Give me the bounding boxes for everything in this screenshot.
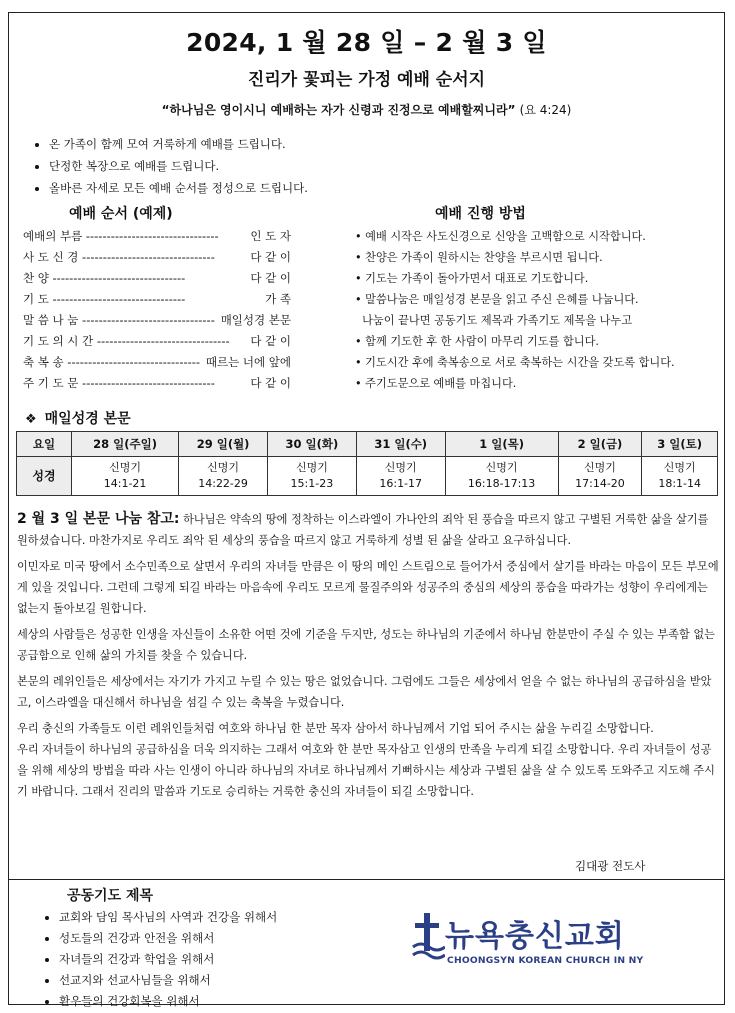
method-line: • 주기도문으로 예배를 마칩니다. [355,377,517,390]
worship-order-heading: 예배 순서 (예제) [69,206,173,222]
order-item-leader: 매일성경 본문 [220,313,291,327]
order-row [23,268,291,289]
reading-cell: 신명기 15:1-23 [267,457,356,496]
guideline-list [31,133,308,199]
order-row [23,247,291,268]
order-item-name: 예배의 부름 -------------------------------- [23,229,219,243]
order-item-leader: 다 같 이 [250,250,291,264]
prayer-item: • 성도들의 건강과 안전을 위해서 [59,928,277,949]
essay-paragraph: 2 월 3 일 본문 나눔 참고: 하나님은 약속의 땅에 정착하는 이스라엘이 가나안의 죄악 된 풍습을 따르지 않고 구별된 거룩한 삶을 살기를 원하셨습니다. 마찬가지로 우리도 죄악 된 세상의 풍습을 따르지 않고 거룩하게 성별 된 삶을 살라고 요구하십니다. [17,511,709,547]
prayer-heading: 공동기도 제목 [67,888,154,904]
order-item-leader: 가 족 [265,292,291,306]
order-item-name: 주 기 도 문 -------------------------------- [23,376,215,390]
day-header: 30 일(화) [267,432,356,457]
prayer-list [43,907,277,1012]
essay-lead: 2 월 3 일 본문 나눔 참고: [17,511,180,527]
order-item-name: 찬 양 -------------------------------- [23,271,186,285]
order-item-leader: 다 같 이 [250,271,291,285]
reading-cell: 신명기 14:1-21 [72,457,179,496]
page-title: 2024, 1 월 28 일 – 2 월 3 일 [186,28,547,57]
church-name-english: CHOONGSYN KOREAN CHURCH IN NY [447,955,644,966]
order-item-name: 기 도 의 시 간 -------------------------------- [23,334,230,348]
table-header-row [17,432,718,457]
reading-cell: 신명기 18:1-14 [642,457,718,496]
author-signature: 김대광 전도사 [575,859,646,873]
essay-paragraph: 우리 자녀들이 하나님의 공급하심을 더욱 의지하는 그래서 여호와 한 분만 목자삼고 인생의 만족을 누리게 되길 소망합니다. 우리 자녀들이 성공을 위해 세상의 방법을 따라 사는 인생이 아니라 하나님의 자녀로 하나님께서 기뻐하시는 세상과 구별된 삶을 살 수 있도록 도와주고 지도해 주시기 바랍니다. 그래서 진리의 말씀과 기도로 승리하는 거룩한 충신의 자녀들이 되길 소망합니다. [17,743,715,798]
order-row [23,226,291,247]
order-row [23,310,291,331]
order-item-leader: 다 같 이 [250,376,291,390]
order-item-name: 축 복 송 -------------------------------- [23,355,201,369]
cross-wave-icon [411,911,445,971]
sermon-note [17,509,721,807]
reading-cell: 신명기 17:14-20 [558,457,642,496]
prayer-item: • 자녀들의 건강과 학업을 위해서 [59,949,277,970]
row-label-day: 요일 [17,432,72,457]
church-name: 뉴욕충신교회 [445,919,625,954]
guideline-item: • 온 가족이 함께 모여 거룩하게 예배를 드립니다. [49,133,308,155]
bulletin-frame [8,12,725,1008]
order-item-leader: 다 같 이 [250,334,291,348]
order-row [23,331,291,352]
daily-bible-table [16,431,718,496]
method-line: • 기도시간 후에 축복송으로 서로 축복하는 시간을 갖도록 합니다. [355,356,675,369]
prayer-item: • 교회와 담임 목사님의 사역과 건강을 위해서 [59,907,277,928]
church-logo [411,911,651,981]
verse-reference: (요 4:24) [519,103,572,117]
worship-order-list [23,226,291,394]
prayer-item: • 선교지와 선교사님들을 위해서 [59,970,277,991]
day-header: 31 일(수) [356,432,445,457]
essay-paragraph: 이민자로 미국 땅에서 소수민족으로 살면서 우리의 자녀들 만큼은 이 땅의 메인 스트림으로 들어가서 중심에서 살기를 바라는 마음이 모든 부모에게 있을 것입니다. 그런데 그렇게 되길 바라는 마음속에 우리도 모르게 물질주의와 성공주의 중심의 세상의 풍습을 따라가는 성향이 우리에게는 없는지 돌아보길 원합니다. [17,560,719,615]
verse-text: “하나님은 영이시니 예배하는 자가 신령과 진정으로 예배할찌니라” [161,103,516,117]
day-header: 3 일(토) [642,432,718,457]
page-subtitle: 진리가 꽃피는 가정 예배 순서지 [247,70,486,90]
worship-method-list [355,226,723,394]
day-header: 28 일(주일) [72,432,179,457]
method-line: • 기도는 가족이 돌아가면서 대표로 기도합니다. [355,272,589,285]
order-item-name: 기 도 -------------------------------- [23,292,186,306]
table-row [17,457,718,496]
order-item-name: 말 씀 나 눔 -------------------------------- [23,313,215,327]
theme-verse [9,101,724,118]
method-line: 나눔이 끝나면 공동기도 제목과 가족기도 제목을 나누고 [355,314,633,327]
order-row [23,289,291,310]
worship-method-heading: 예배 진행 방법 [435,206,526,222]
order-item-name: 사 도 신 경 -------------------------------- [23,250,215,264]
method-line: • 함께 기도한 후 한 사람이 마무리 기도를 합니다. [355,335,599,348]
order-item-leader: 때르는 너에 앞에 [205,355,291,369]
order-row [23,352,291,373]
order-item-leader: 인 도 자 [250,229,291,243]
day-header: 29 일(월) [179,432,268,457]
method-line: • 말씀나눔은 매일성경 본문을 읽고 주신 은혜를 나눕니다. [355,293,639,306]
guideline-item: • 올바른 자세로 모든 예배 순서를 정성으로 드립니다. [49,177,308,199]
essay-paragraph: 본문의 레위인들은 세상에서는 자기가 가지고 누릴 수 있는 땅은 없었습니다. 그럼에도 그들은 세상에서 얻을 수 없는 하나님의 공급하심을 받았고, 이스라엘을 대신해서 하나님을 섬길 수 있는 축복을 누렸습니다. [17,675,712,709]
day-header: 1 일(목) [445,432,558,457]
section-divider [9,879,724,880]
essay-paragraph: 우리 충신의 가족들도 이런 레위인들처럼 여호와 하나님 한 분만 목자 삼아서 하나님께서 기업 되어 주시는 삶을 누리길 소망합니다. [17,722,654,735]
row-label-text: 성경 [17,457,72,496]
order-row [23,373,291,394]
diamond-bullet-icon: ❖ [25,412,37,427]
prayer-item: • 환우들의 건강회복을 위해서 [59,991,277,1012]
reading-cell: 신명기 16:1-17 [356,457,445,496]
day-header: 2 일(금) [558,432,642,457]
daily-bible-heading: ❖ 매일성경 본문 [25,411,131,427]
reading-cell: 신명기 14:22-29 [179,457,268,496]
guideline-item: • 단정한 복장으로 예배를 드립니다. [49,155,308,177]
method-line: • 찬양은 가족이 원하시는 찬양을 부르시면 됩니다. [355,251,603,264]
method-line: • 예배 시작은 사도신경으로 신앙을 고백함으로 시작합니다. [355,230,646,243]
reading-cell: 신명기 16:18-17:13 [445,457,558,496]
essay-paragraph: 세상의 사람들은 성공한 인생을 자신들이 소유한 어떤 것에 기준을 두지만, 성도는 하나님의 기준에서 하나님 한분만이 주실 수 있는 부족함 없는 공급함으로 인해 삶의 가치를 찾을 수 있습니다. [17,628,715,662]
